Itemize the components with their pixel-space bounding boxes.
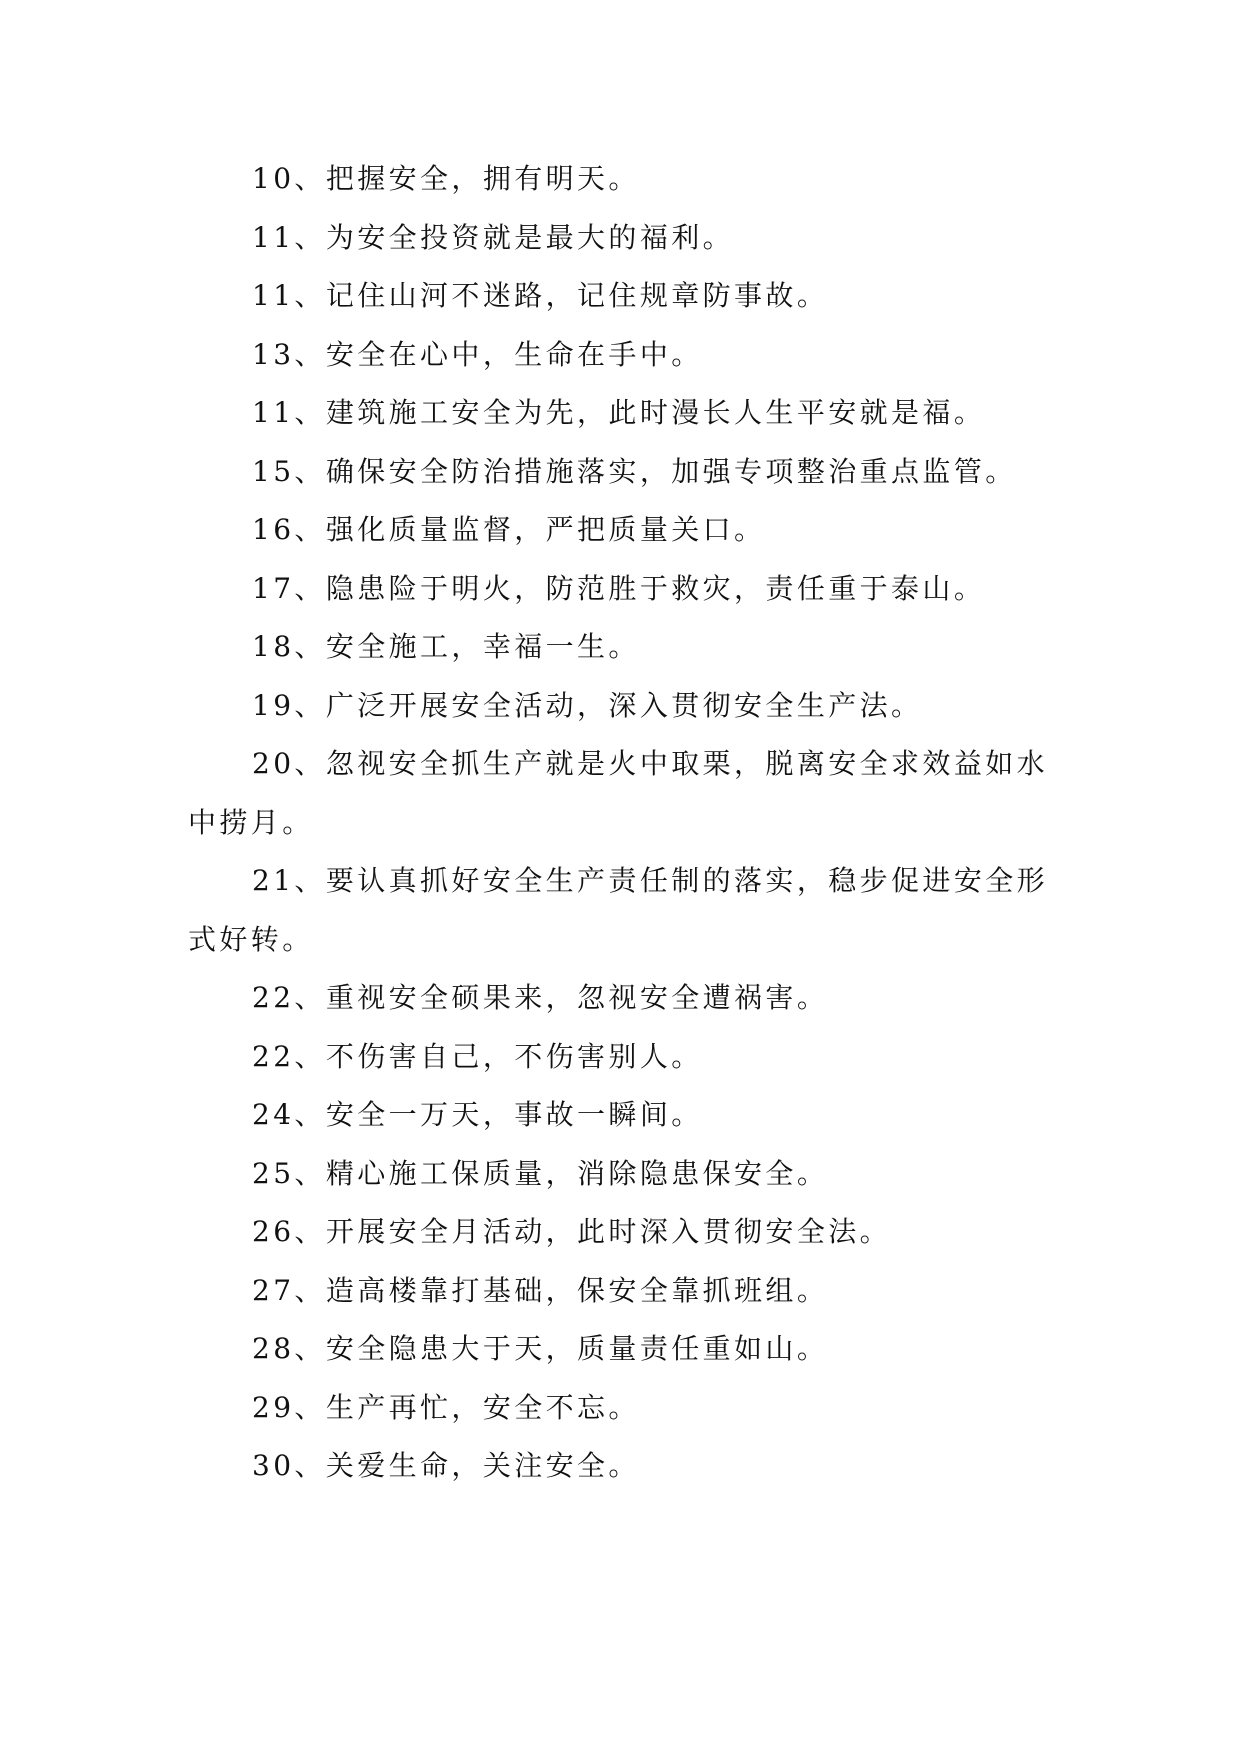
paragraph: 26、开展安全月活动，此时深入贯彻安全法。 bbox=[252, 1215, 892, 1248]
paragraph: 11、为安全投资就是最大的福利。 bbox=[252, 220, 735, 254]
paragraph: 18、安全施工，幸福一生。 bbox=[252, 630, 640, 663]
paragraph: 20、忽视安全抓生产就是火中取栗，脱离安全求效益如水中捞月。 bbox=[188, 747, 1049, 839]
document-body bbox=[188, 150, 1068, 1496]
paragraph: 24、安全一万天，事故一瞬间。 bbox=[252, 1098, 703, 1131]
paragraph: 28、安全隐患大于天，质量责任重如山。 bbox=[252, 1332, 829, 1365]
paragraph: 11、建筑施工安全为先，此时漫长人生平安就是福。 bbox=[252, 396, 986, 429]
paragraph: 21、要认真抓好安全生产责任制的落实，稳步促进安全形式好转。 bbox=[188, 864, 1049, 956]
paragraph: 10、把握安全，拥有明天。 bbox=[252, 162, 640, 195]
paragraph: 11、记住山河不迷路，记住规章防事故。 bbox=[252, 279, 829, 312]
paragraph: 22、重视安全硕果来，忽视安全遭祸害。 bbox=[252, 981, 829, 1014]
paragraph: 17、隐患险于明火，防范胜于救灾，责任重于泰山。 bbox=[252, 571, 986, 605]
paragraph: 25、精心施工保质量，消除隐患保安全。 bbox=[252, 1156, 829, 1190]
paragraph: 29、生产再忙，安全不忘。 bbox=[252, 1390, 640, 1424]
paragraph: 19、广泛开展安全活动，深入贯彻安全生产法。 bbox=[252, 688, 923, 722]
paragraph: 15、确保安全防治措施落实，加强专项整治重点监管。 bbox=[252, 454, 1017, 488]
paragraph: 27、造高楼靠打基础，保安全靠抓班组。 bbox=[252, 1273, 829, 1307]
paragraph: 13、安全在心中，生命在手中。 bbox=[252, 337, 703, 371]
paragraph: 16、强化质量监督，严把质量关口。 bbox=[252, 513, 766, 546]
paragraph: 30、关爱生命，关注安全。 bbox=[252, 1449, 640, 1482]
paragraph: 22、不伤害自己，不伤害别人。 bbox=[252, 1039, 703, 1073]
